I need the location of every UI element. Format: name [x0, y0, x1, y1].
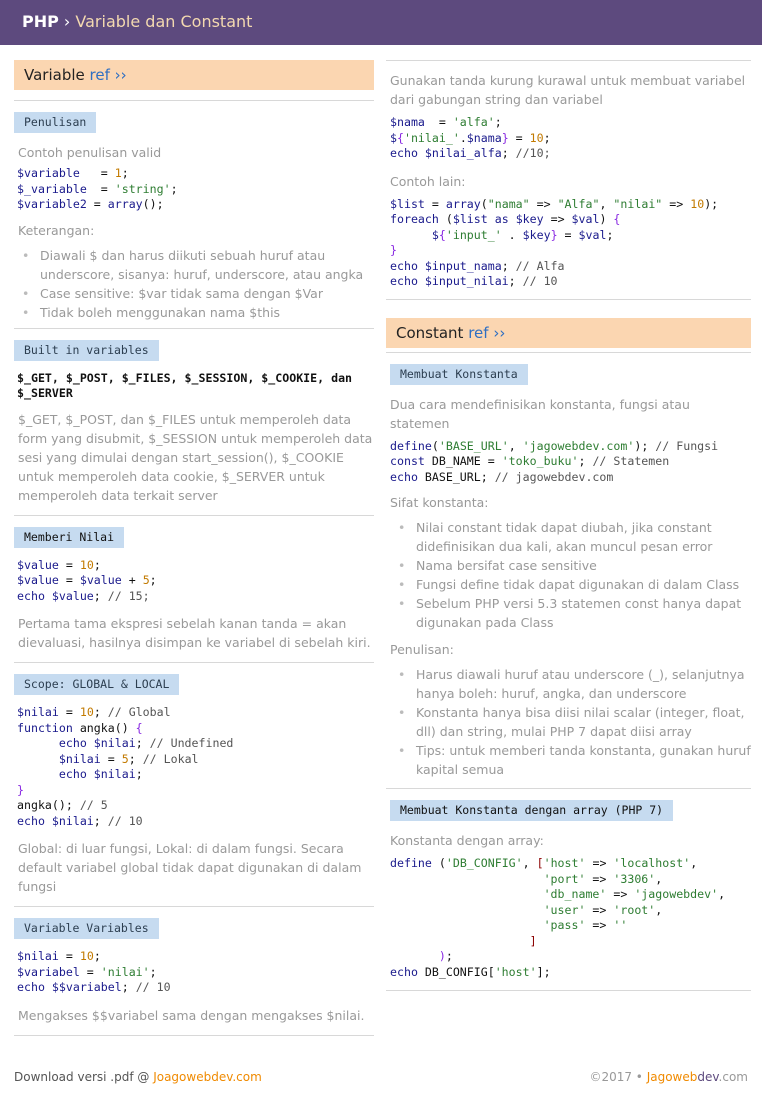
download-label: Download versi .pdf @ [14, 1070, 154, 1084]
penulisan-tag: Penulisan [14, 112, 96, 133]
list-item: • Case sensitive: $var tidak sama dengan $Var [40, 284, 374, 303]
varvar-desc: Mengakses $$variabel sama dengan mengakses $nilai. [18, 1007, 365, 1023]
keterangan-list [14, 246, 374, 322]
list-item: • Konstanta hanya bisa diisi nilai scalar (integer, float, dll) dan string, mulai PHP 7 dapat diisi array [416, 703, 751, 741]
list-item: • Diawali $ dan harus diikuti sebuah huruf atau underscore, sisanya: huruf, underscore, atau angka [40, 246, 374, 284]
scope-code: $nilai = 10; // Global function angka() { echo $nilai; // Undefined $nilai = 5; // Lokal echo $nilai; } angka(); // 5 echo $nilai; // 10 [17, 705, 234, 828]
membuat-code: define('BASE_URL', 'jagowebdev.com'); // Fungsi const DB_NAME = 'toko_buku'; // Statemen echo BASE_URL; // jagowebdev.com [390, 438, 719, 484]
array-code: define ('DB_CONFIG', ['host' => 'localhost', 'port' => '3306', 'db_name' => 'jagowebdev', 'user' => 'root', 'pass' => '' ] ); echo DB_CONFIG['host']; [390, 856, 726, 979]
kurung-intro: Gunakan tanda kurung kurawal untuk membuat variabel dari gabungan string dan variabel [390, 73, 746, 107]
list-item: • Fungsi define tidak dapat digunakan di dalam Class [416, 575, 751, 594]
variable-ref-link[interactable]: ref ›› [89, 66, 127, 84]
page-title [22, 12, 252, 31]
variable-title: Variable [24, 66, 85, 84]
membuat-desc: Dua cara mendefinisikan konstanta, fungsi atau statemen [390, 396, 690, 431]
builtin-code: $_GET, $_POST, $_FILES, $_SESSION, $_COOKIE, dan $_SERVER [17, 370, 353, 400]
site-link-brand[interactable]: Jagoweb [646, 1070, 698, 1084]
footer-left [14, 1070, 262, 1084]
varvar-code: $nilai = 10; $variabel = 'nilai'; echo $$variabel; // 10 [17, 949, 171, 994]
list-item: • Nama bersifat case sensitive [416, 556, 751, 575]
copyright-label: ©2017 • [589, 1070, 647, 1084]
array-desc: Konstanta dengan array: [390, 833, 544, 848]
download-link[interactable]: Joagowebdev.com [153, 1070, 262, 1084]
builtin-desc: $_GET, $_POST, dan $_FILES untuk memperoleh data form yang disubmit, $_SESSION untuk memperoleh data sesi yang dimulai dengan start_session(), $_COOKIE untuk memperoleh data cookie, $_SERVER untuk memperoleh data terkait server [18, 411, 373, 503]
list-item: • Nilai constant tidak dapat diubah, jika constant didefinisikan dua kali, akan muncul pesan error [416, 518, 751, 556]
right-column [386, 60, 751, 991]
scope-desc: Global: di luar fungsi, Lokal: di dalam fungsi. Secara default variabel global tidak dapat digunakan di dalam fungsi [18, 841, 362, 894]
penulisan-const-list [386, 665, 751, 779]
variable-section-header [14, 60, 374, 90]
list-item: • Tips: untuk memberi tanda konstanta, gunakan huruf kapital semua [416, 741, 751, 779]
brand-label: PHP [22, 12, 59, 31]
site-link-com[interactable]: .com [718, 1070, 748, 1084]
penulisan-code: $variable = 1; $_variable = 'string'; $variable2 = array(); [17, 166, 178, 211]
sifat-list [386, 518, 751, 632]
constant-ref-link[interactable]: ref ›› [468, 323, 506, 342]
memberi-tag: Memberi Nilai [14, 527, 124, 548]
contoh-lain-code: $list = array("nama" => "Alfa", "nilai" => 10); foreach ($list as $key => $val) { ${'input_' . $key} = $val; } echo $input_nama; // Alfa echo $input_nilai; // 10 [390, 196, 719, 288]
header-bar [0, 0, 762, 45]
list-item: • Sebelum PHP versi 5.3 statemen const hanya dapat digunakan pada Class [416, 594, 751, 632]
penulisan-intro: Contoh penulisan valid [18, 145, 162, 160]
keterangan-label: Keterangan: [18, 222, 95, 238]
builtin-tag: Built in variables [14, 340, 159, 361]
constant-section-header [386, 318, 751, 348]
membuat-tag: Membuat Konstanta [390, 364, 528, 385]
memberi-code: $value = 10; $value = $value + 5; echo $value; // 15; [17, 557, 157, 603]
left-column [14, 60, 374, 1036]
penulisan-const-label: Penulisan: [390, 642, 454, 657]
varvar-tag: Variable Variables [14, 918, 159, 939]
footer-right [589, 1070, 748, 1084]
kurung-code: $nama = 'alfa'; ${'nilai_'.$nama} = 10; echo $nilai_alfa; //10; [390, 115, 551, 160]
constant-title: Constant [396, 323, 464, 342]
scope-tag: Scope: GLOBAL & LOCAL [14, 674, 179, 695]
list-item: • Tidak boleh menggunakan nama $this [40, 303, 374, 322]
title-label: Variable dan Constant [75, 12, 253, 31]
array-tag: Membuat Konstanta dengan array (PHP 7) [390, 800, 673, 821]
list-item: • Harus diawali huruf atau underscore (_), selanjutnya hanya boleh: huruf, angka, dan underscore [416, 665, 751, 703]
sifat-label: Sifat konstanta: [390, 495, 489, 510]
site-link-dev[interactable]: dev [697, 1070, 719, 1084]
contoh-lain-label: Contoh lain: [390, 173, 466, 189]
memberi-desc: Pertama tama ekspresi sebelah kanan tanda = akan dievaluasi, hasilnya disimpan ke variabel di sebelah kiri. [18, 616, 371, 650]
breadcrumb-separator: › [58, 12, 76, 31]
